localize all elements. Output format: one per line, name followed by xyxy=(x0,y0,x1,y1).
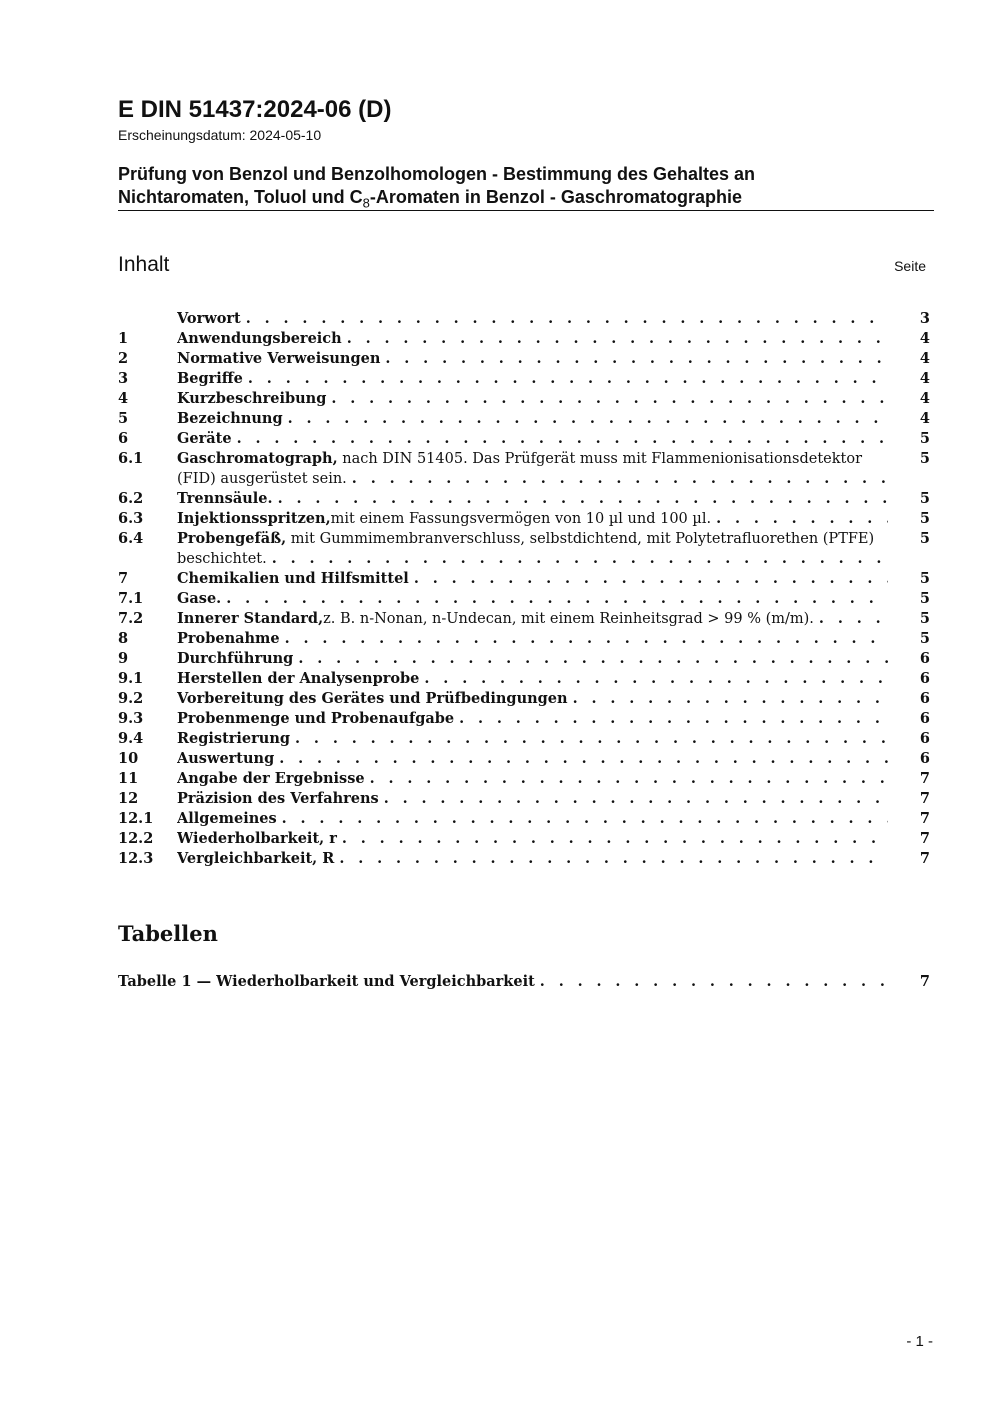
title-line-2-end: -Aromaten in Benzol - Gaschromatographie xyxy=(369,187,742,207)
dot-leader xyxy=(573,689,888,709)
toc-entry-number: 9.4 xyxy=(118,730,144,747)
toc-entry-page: 6 xyxy=(919,750,930,767)
toc-entry-number: 11 xyxy=(118,770,139,787)
toc-entry[interactable] xyxy=(118,729,930,749)
toc-entry-page: 5 xyxy=(919,510,930,527)
toc-entry-page: 7 xyxy=(919,790,930,807)
toc-entry[interactable] xyxy=(118,529,930,569)
page-column-label: Seite xyxy=(894,258,926,274)
toc-entry-page: 6 xyxy=(919,690,930,707)
dot-leader xyxy=(347,329,888,349)
toc-entry-title: Innerer Standard, xyxy=(177,610,324,627)
toc-entry-title: Vorbereitung des Gerätes und Prüfbedingungen xyxy=(177,690,568,707)
toc-entry-page: 6 xyxy=(919,670,930,687)
table-entry[interactable] xyxy=(118,972,930,992)
toc-entry[interactable] xyxy=(118,669,930,689)
toc-entry[interactable] xyxy=(118,349,930,369)
toc-entry-description: nach DIN 51405. Das Prüfgerät muss mit Flammenionisationsdetektor xyxy=(337,451,862,467)
toc-entry[interactable] xyxy=(118,489,930,509)
dot-leader xyxy=(282,809,888,829)
dot-leader xyxy=(342,829,888,849)
toc-entry-title: Chemikalien und Hilfsmittel xyxy=(177,570,409,587)
toc-entry-title: Begriffe xyxy=(177,370,243,387)
toc-entry[interactable] xyxy=(118,809,930,829)
title-subscript: 8 xyxy=(362,195,370,211)
toc-entry[interactable] xyxy=(118,589,930,609)
toc-entry[interactable] xyxy=(118,789,930,809)
table-entry-title: Tabelle 1 — Wiederholbarkeit und Vergleichbarkeit xyxy=(118,973,535,990)
toc-entry-page: 7 xyxy=(919,830,930,847)
table-entry-page: 7 xyxy=(919,973,930,990)
toc-entry-page: 5 xyxy=(919,450,930,467)
toc-entry-title: Kurzbeschreibung xyxy=(177,390,327,407)
toc-entry-page: 7 xyxy=(919,810,930,827)
toc-entry-title: Angabe der Ergebnisse xyxy=(177,770,365,787)
toc-entry-title: Probenmenge und Probenaufgabe xyxy=(177,710,455,727)
toc-entry-number: 7.1 xyxy=(118,590,144,607)
toc-entry[interactable] xyxy=(118,609,930,629)
toc-entry-page: 6 xyxy=(919,650,930,667)
toc-entry-number: 8 xyxy=(118,630,129,647)
dot-leader xyxy=(226,589,888,609)
toc-entry-title: Vergleichbarkeit, R xyxy=(177,850,335,867)
toc-entry-title: Wiederholbarkeit, r xyxy=(177,830,337,847)
dot-leader xyxy=(414,569,888,589)
dot-leader xyxy=(385,349,888,369)
dot-leader xyxy=(424,669,888,689)
toc-entry-description: mit einem Fassungsvermögen von 10 µl und 100 µl. xyxy=(330,511,712,527)
toc-entry-title: Gaschromatograph, xyxy=(177,450,338,467)
toc-entry-number: 7 xyxy=(118,570,129,587)
dot-leader xyxy=(370,769,888,789)
toc-entry-title: Trennsäule. xyxy=(177,490,273,507)
dot-leader xyxy=(279,749,888,769)
toc-entry[interactable] xyxy=(118,649,930,669)
dot-leader xyxy=(248,369,888,389)
toc-entry-page: 4 xyxy=(919,330,930,347)
toc-entry-page: 7 xyxy=(919,770,930,787)
toc-entry-number: 9.2 xyxy=(118,690,144,707)
toc-entry-description-cont: beschichtet. xyxy=(177,551,267,567)
toc-entry[interactable] xyxy=(118,849,930,869)
document-id: E DIN 51437:2024-06 (D) xyxy=(118,96,392,123)
dot-leader xyxy=(716,509,888,529)
dot-leader xyxy=(285,629,888,649)
toc-entry[interactable] xyxy=(118,329,930,349)
toc-entry-number: 12.2 xyxy=(118,830,154,847)
toc-entry-title: Allgemeines xyxy=(177,810,277,827)
toc-entry-page: 5 xyxy=(919,430,930,447)
toc-entry-page: 5 xyxy=(919,490,930,507)
toc-entry-number: 12.3 xyxy=(118,850,154,867)
toc-entry-page: 6 xyxy=(919,730,930,747)
dot-leader xyxy=(352,469,888,489)
toc-entry-number: 6.4 xyxy=(118,530,144,547)
toc-entry-number: 9.1 xyxy=(118,670,144,687)
toc-entry-number: 7.2 xyxy=(118,610,144,627)
dot-leader xyxy=(384,789,888,809)
toc-entry-description: z. B. n-Nonan, n-Undecan, mit einem Reinheitsgrad > 99 % (m/m). xyxy=(323,611,814,627)
table-of-contents xyxy=(118,309,930,869)
toc-entry-number: 9 xyxy=(118,650,129,667)
toc-entry-page: 4 xyxy=(919,390,930,407)
dot-leader xyxy=(331,389,888,409)
toc-entry[interactable] xyxy=(118,709,930,729)
toc-entry-title: Injektionsspritzen, xyxy=(177,510,331,527)
document-title xyxy=(118,163,934,215)
page-number: - 1 - xyxy=(906,1333,933,1350)
dot-leader xyxy=(272,549,888,569)
title-line-1: Prüfung von Benzol und Benzolhomologen - Bestimmung des Gehaltes an xyxy=(118,164,756,184)
toc-entry-title: Registrierung xyxy=(177,730,291,747)
dot-leader xyxy=(819,609,888,629)
toc-entry-number: 10 xyxy=(118,750,139,767)
dot-leader xyxy=(540,972,888,992)
toc-entry-page: 6 xyxy=(919,710,930,727)
toc-entry-page: 5 xyxy=(919,610,930,627)
toc-entry-title: Geräte xyxy=(177,430,232,447)
dot-leader xyxy=(459,709,888,729)
dot-leader xyxy=(288,409,888,429)
toc-entry-number: 6.3 xyxy=(118,510,144,527)
toc-entry-number: 6.2 xyxy=(118,490,144,507)
toc-entry-page: 4 xyxy=(919,410,930,427)
toc-entry-title: Durchführung xyxy=(177,650,294,667)
toc-entry-title: Herstellen der Analysenprobe xyxy=(177,670,420,687)
toc-entry-title: Normative Verweisungen xyxy=(177,350,381,367)
toc-entry-title: Auswertung xyxy=(177,750,275,767)
title-line-2-start: Nichtaromaten, Toluol und C xyxy=(118,187,363,207)
dot-leader xyxy=(237,429,888,449)
toc-entry[interactable] xyxy=(118,769,930,789)
toc-entry-number: 1 xyxy=(118,330,129,347)
toc-entry-page: 5 xyxy=(919,630,930,647)
toc-entry[interactable] xyxy=(118,749,930,769)
toc-entry-title: Gase. xyxy=(177,590,222,607)
toc-entry[interactable] xyxy=(118,689,930,709)
toc-entry-number: 12.1 xyxy=(118,810,154,827)
toc-entry-description-cont: (FID) ausgerüstet sein. xyxy=(177,471,347,487)
toc-entry[interactable] xyxy=(118,509,930,529)
list-of-tables xyxy=(118,972,930,992)
toc-entry-title: Vorwort xyxy=(177,310,241,327)
toc-entry-page: 7 xyxy=(919,850,930,867)
dot-leader xyxy=(246,309,888,329)
toc-entry-title: Anwendungsbereich xyxy=(177,330,342,347)
toc-entry-page: 5 xyxy=(919,570,930,587)
dot-leader xyxy=(298,649,888,669)
publication-date: Erscheinungsdatum: 2024-05-10 xyxy=(118,127,322,143)
toc-entry-description: mit Gummimembranverschluss, selbstdichtend, mit Polytetrafluorethen (PTFE) xyxy=(286,531,875,547)
toc-entry-number: 6.1 xyxy=(118,450,144,467)
toc-entry-number: 9.3 xyxy=(118,710,144,727)
toc-entry-page: 4 xyxy=(919,370,930,387)
toc-entry[interactable] xyxy=(118,389,930,409)
toc-entry-number: 6 xyxy=(118,430,129,447)
toc-entry-page: 3 xyxy=(919,310,930,327)
toc-entry-title: Probengefäß, xyxy=(177,530,287,547)
tables-heading: Tabellen xyxy=(118,921,218,946)
toc-entry[interactable] xyxy=(118,629,930,649)
toc-entry-title: Präzision des Verfahrens xyxy=(177,790,379,807)
toc-entry-title: Bezeichnung xyxy=(177,410,283,427)
toc-entry-number: 5 xyxy=(118,410,129,427)
toc-heading: Inhalt xyxy=(118,253,170,276)
toc-entry[interactable] xyxy=(118,569,930,589)
toc-entry[interactable] xyxy=(118,449,930,489)
dot-leader xyxy=(339,849,888,869)
toc-entry[interactable] xyxy=(118,369,930,389)
toc-entry-page: 5 xyxy=(919,590,930,607)
toc-entry[interactable] xyxy=(118,429,930,449)
toc-entry-number: 3 xyxy=(118,370,129,387)
dot-leader xyxy=(278,489,888,509)
toc-entry[interactable] xyxy=(118,309,930,329)
toc-entry[interactable] xyxy=(118,829,930,849)
toc-entry-page: 5 xyxy=(919,530,930,547)
dot-leader xyxy=(295,729,888,749)
title-rule xyxy=(118,210,934,211)
toc-entry-title: Probenahme xyxy=(177,630,280,647)
toc-entry-number: 4 xyxy=(118,390,129,407)
toc-entry-page: 4 xyxy=(919,350,930,367)
toc-entry[interactable] xyxy=(118,409,930,429)
toc-entry-number: 2 xyxy=(118,350,129,367)
toc-entry-number: 12 xyxy=(118,790,139,807)
